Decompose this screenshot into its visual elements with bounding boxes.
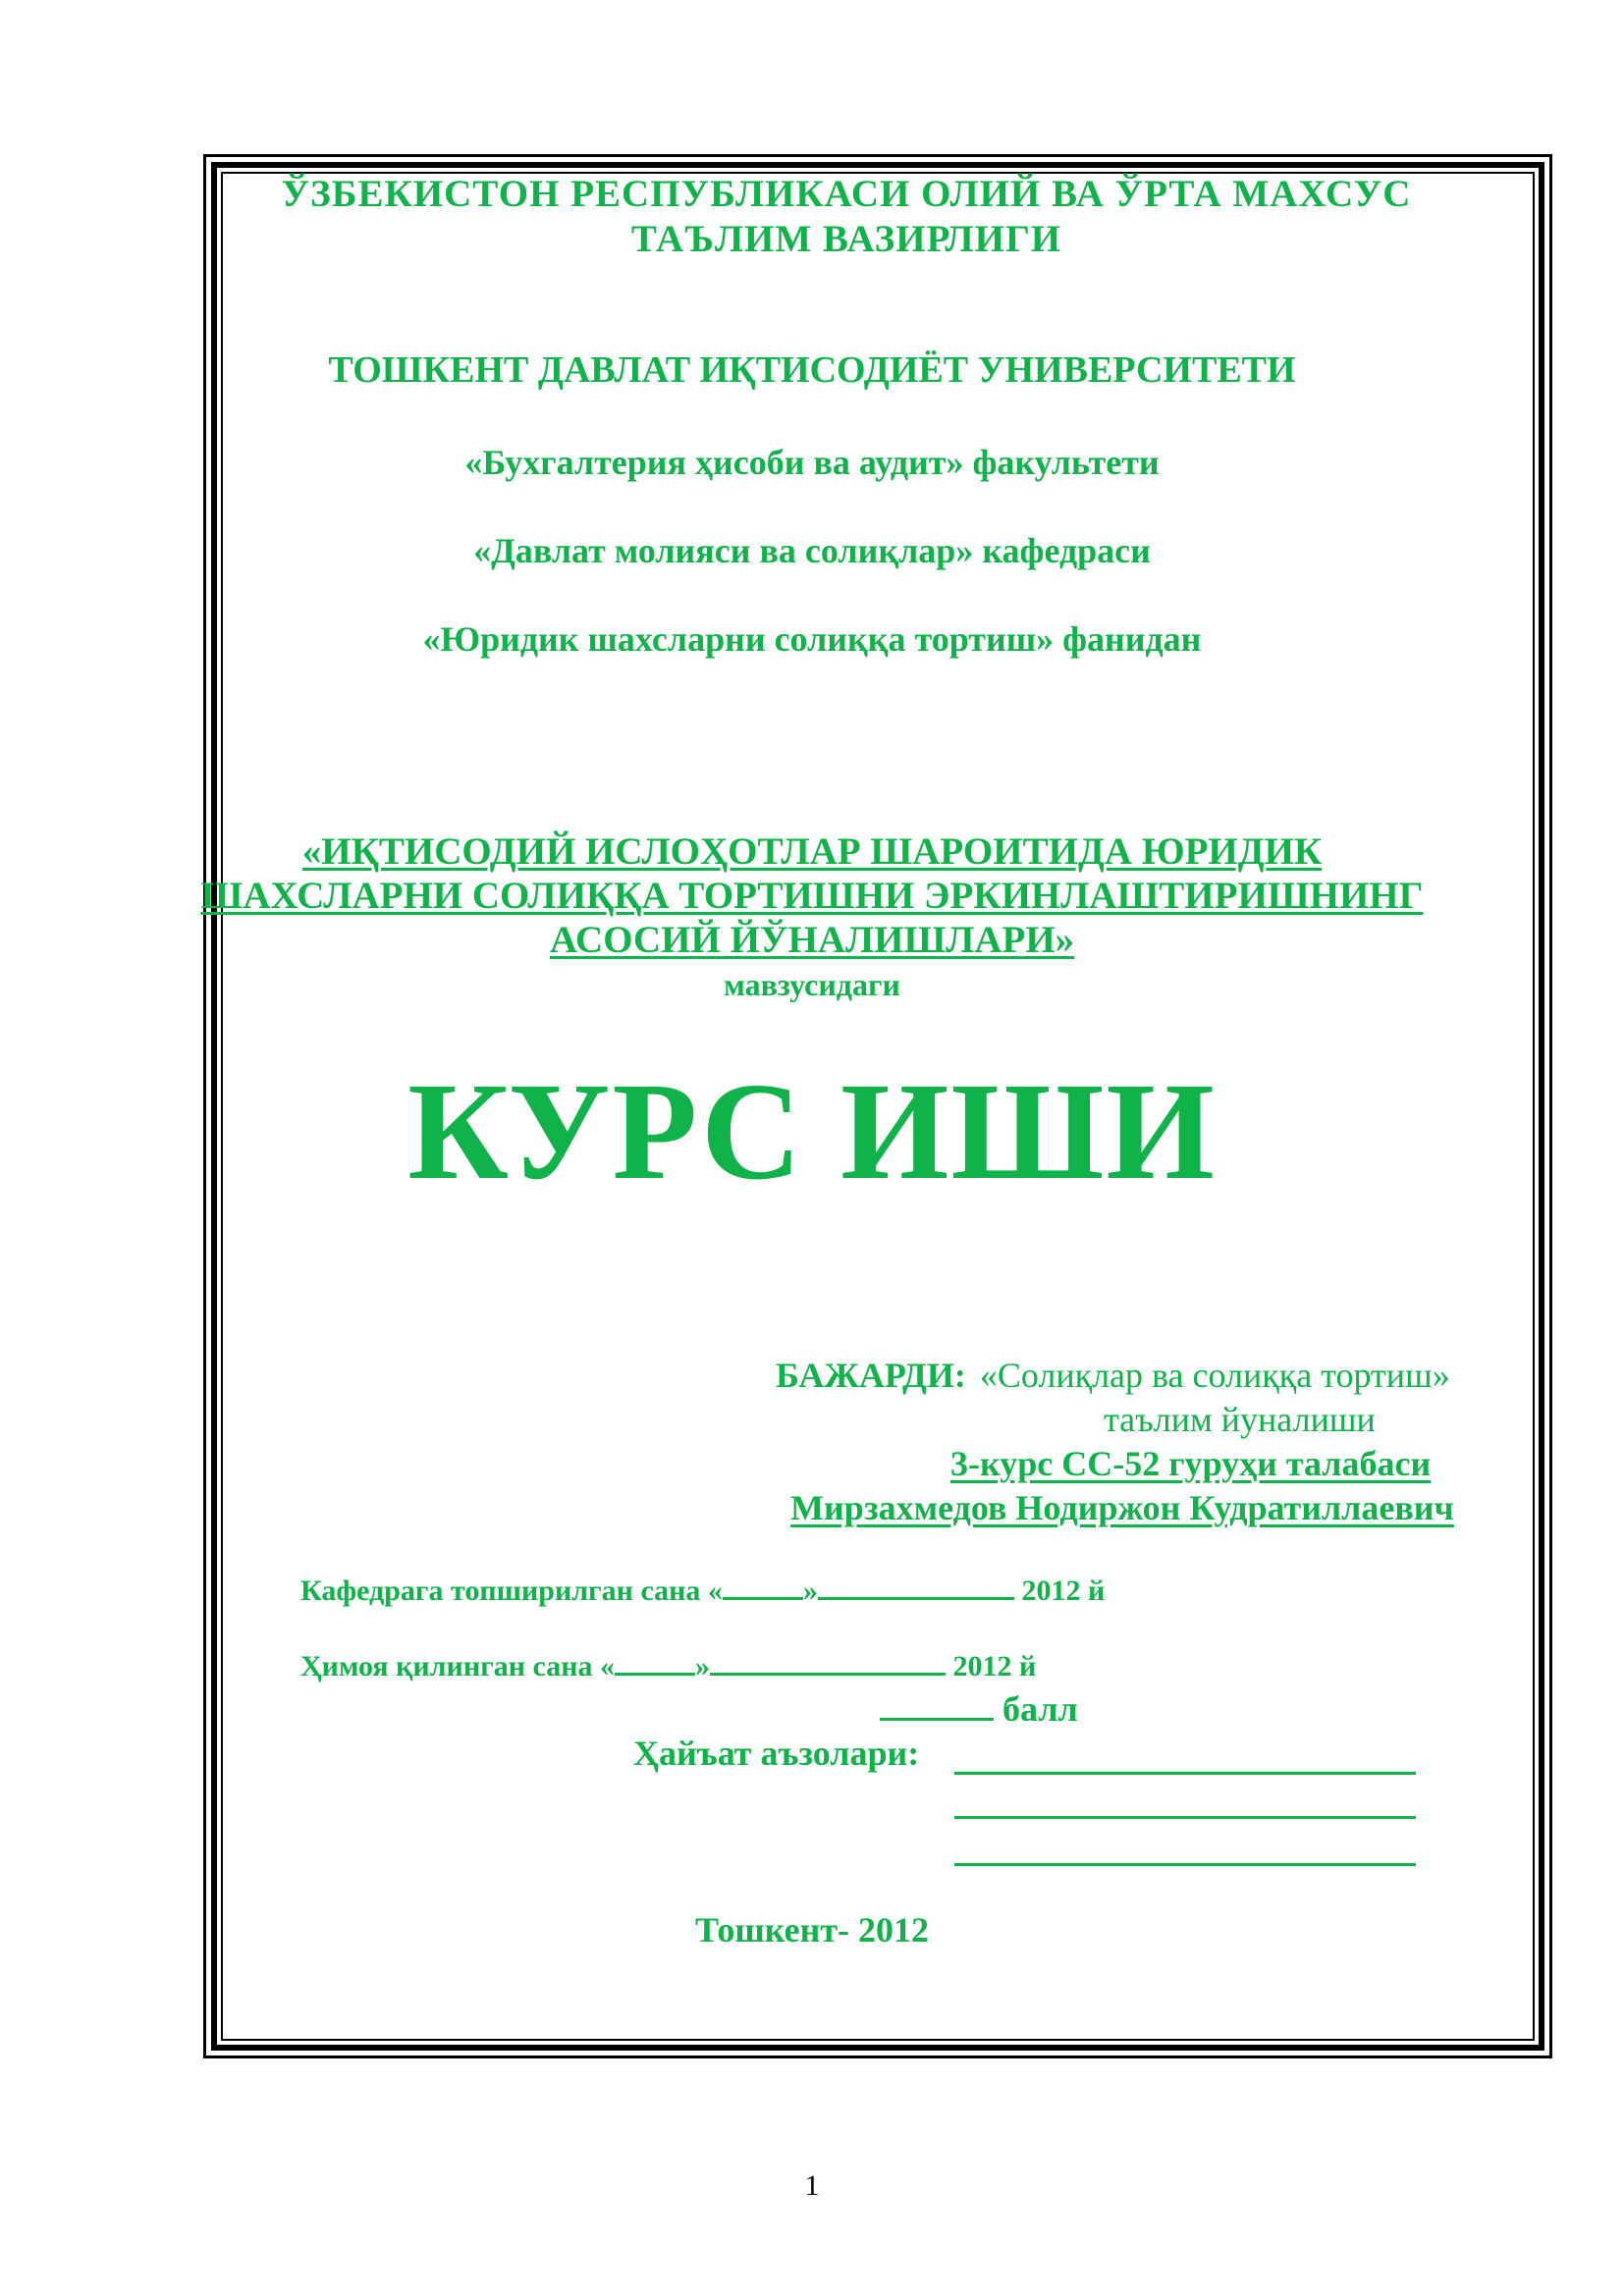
topic-line-2: ШАХСЛАРНИ СОЛИҚҚА ТОРТИШНИ ЭРКИНЛАШТИРИШНИНГ — [200, 875, 1424, 917]
topic-suffix: мавзусидаги — [724, 967, 900, 1002]
submission-day-blank — [723, 1574, 803, 1600]
defense-quote-close: » — [695, 1650, 710, 1682]
ministry-heading — [0, 172, 1624, 262]
score-label: балл — [1002, 1689, 1078, 1729]
direction-line-2: таълим йуналиши — [1104, 1400, 1376, 1439]
city-year: Тошкент- 2012 — [694, 1910, 930, 1949]
student-name: Мирзахмедов Нодиржон Кудратиллаевич — [790, 1488, 1454, 1527]
faculty-name: «Бухгалтерия ҳисоби ва аудит» факультети — [464, 443, 1160, 482]
submission-date-line — [300, 1574, 1105, 1608]
defense-day-blank — [615, 1649, 695, 1676]
commission-signature-line-1 — [954, 1772, 1416, 1775]
submission-month-blank — [818, 1574, 1014, 1600]
defense-date-label: Ҳимоя қилинган сана « — [300, 1650, 615, 1682]
defense-date-line — [300, 1649, 1036, 1683]
defense-year: 2012 й — [946, 1650, 1037, 1682]
performer-label: БАЖАРДИ: — [776, 1356, 966, 1395]
department-name: «Давлат молияси ва солиқлар» кафедраси — [473, 531, 1151, 570]
subject-name: «Юридик шахсларни солиққа тортиш» фанидан — [422, 619, 1202, 659]
score-blank — [880, 1694, 994, 1721]
direction-line-1: «Солиқлар ва солиққа тортиш» — [979, 1356, 1450, 1395]
student-group: 3-курс СС-52 гуруҳи талабаси — [950, 1444, 1432, 1483]
commission-signature-line-3 — [954, 1863, 1416, 1866]
page-number: 1 — [804, 2169, 820, 2202]
university-name: ТОШКЕНТ ДАВЛАТ ИҚТИСОДИЁТ УНИВЕРСИТЕТИ — [328, 349, 1296, 391]
score-line — [880, 1688, 1078, 1730]
performer-block — [776, 1355, 1450, 1396]
document-title: КУРС ИШИ — [407, 1053, 1217, 1208]
submission-year: 2012 й — [1013, 1575, 1106, 1607]
commission-signature-line-2 — [954, 1816, 1416, 1819]
ministry-line-1: ЎЗБЕКИСТОН РЕСПУБЛИКАСИ ОЛИЙ ВА ЎРТА МАХСУС — [281, 173, 1412, 215]
commission-label: Ҳайъат аъзолари: — [633, 1734, 920, 1773]
topic-line-3: АСОСИЙ ЙЎНАЛИШЛАРИ» — [549, 919, 1075, 961]
defense-month-blank — [710, 1649, 946, 1676]
topic-line-1: «ИҚТИСОДИЙ ИСЛОҲОТЛАР ШАРОИТИДА ЮРИДИК — [301, 830, 1323, 873]
submission-date-label: Кафедрага топширилган сана « — [300, 1575, 723, 1607]
submission-quote-close: » — [802, 1575, 818, 1607]
ministry-line-2: ТАЪЛИМ ВАЗИРЛИГИ — [630, 218, 1062, 260]
